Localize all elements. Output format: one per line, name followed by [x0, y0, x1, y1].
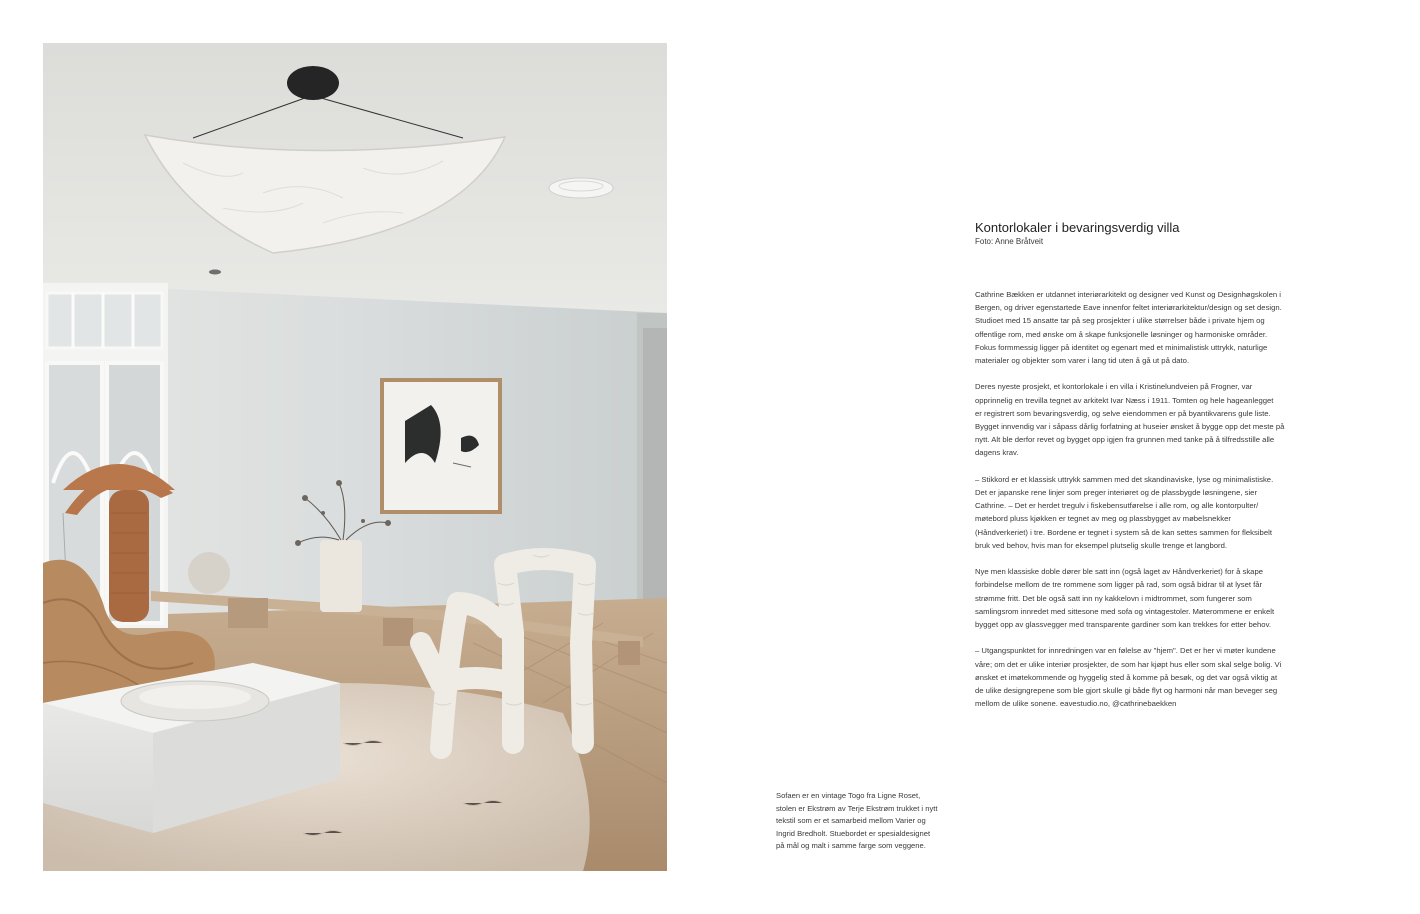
- article-paragraph: Cathrine Bækken er utdannet interiørarkitekt og designer ved Kunst og Designhøgskolen i Bergen, og driver egenstartede Eave innenfor feltet interiørarkitektur/design og set design. Studioet med 15 ansatte tar på seg prosjekter i ulike størrelser både i private hjem og offentlige rom, med ønske om å skape funksjonelle løsninger og harmoniske områder. Fokus formmessig ligger på identitet og egenart med et minimalistisk uttrykk, naturlige materialer og objekter som varer i lang tid uten å gå ut på dato.: [975, 290, 1282, 366]
- article-paragraph: – Stikkord er et klassisk uttrykk sammen med det skandinaviske, lyse og minimalistiske. Det er japanske rene linjer som preger interiøret og de plassbygde løsningene, sier Cathrine. – Det er herdet tregulv i fiskebensutførelse i alle rom, og alle kontorpulter/ møtebord pluss kjøkken er tegnet av meg og plassbygget av møbelsnekker (Håndverkeriet) i tre. Bordene er tegnet i system så de kan settes sammen for fleksibelt bruk ved behov, hvis man for eksempel plutselig skulle trenge et langbord.: [975, 474, 1274, 550]
- article: [975, 220, 1340, 724]
- article-body: [975, 288, 1340, 710]
- article-paragraph: Deres nyeste prosjekt, et kontorlokale i en villa i Kristinelundveien på Frogner, var opprinnelig en trevilla tegnet av arkitekt Ivar Næss i 1911. Tomten og hele hageanlegget er registrert som bevaringsverdig, og selve eiendommen er på byantikvarens gule liste. Bygget innvendig var i såpass dårlig forfatning at huseier ønsket å bygge opp det meste på nytt. Alt ble derfor revet og bygget opp igjen fra grunnen med tanke på å tilfredsstille alle dagens krav.: [975, 382, 1285, 458]
- photo-caption: Sofaen er en vintage Togo fra Ligne Roset, stolen er Ekstrøm av Terje Ekstrøm trukket i nytt tekstil som er et samarbeid mellom Varier og Ingrid Bredholt. Stuebordet er spesialdesignet på mål og malt i samme farge som veggene.: [776, 791, 938, 851]
- article-paragraph: Nye men klassiske doble dører ble satt inn (også laget av Håndverkeriet) for å skape forbindelse mellom de tre rommene som ligger på rad, som også bidrar til at lyset får strømme fritt. Det ble også satt inn ny kakkelovn i midtrommet, som fungerer som samlingsrom innredet med sittesone med sofa og vintagestoler. Møterommene er enkelt bygget opp av glassvegger med transparente gardiner som kan trekkes for etter behov.: [975, 567, 1275, 630]
- interior-photo: [43, 43, 667, 871]
- photo-credit: Foto: Anne Bråtveit: [975, 237, 1044, 246]
- article-title: Kontorlokaler i bevaringsverdig villa: [975, 220, 1180, 235]
- article-paragraph: – Utgangspunktet for innredningen var en følelse av "hjem". Det er her vi møter kundene våre; om det er ulike interiør prosjekter, de som har kjøpt hus eller som skal selge bolig. Vi ønsket et imøtekommende og hyggelig sted å komme på besøk, og det var også viktig at de ulike designgrepene som ble gjort skulle gi både flyt og harmoni når man beveger seg mellom de ulike sonene. eavestudio.no, @cathrinebaekken: [975, 646, 1282, 709]
